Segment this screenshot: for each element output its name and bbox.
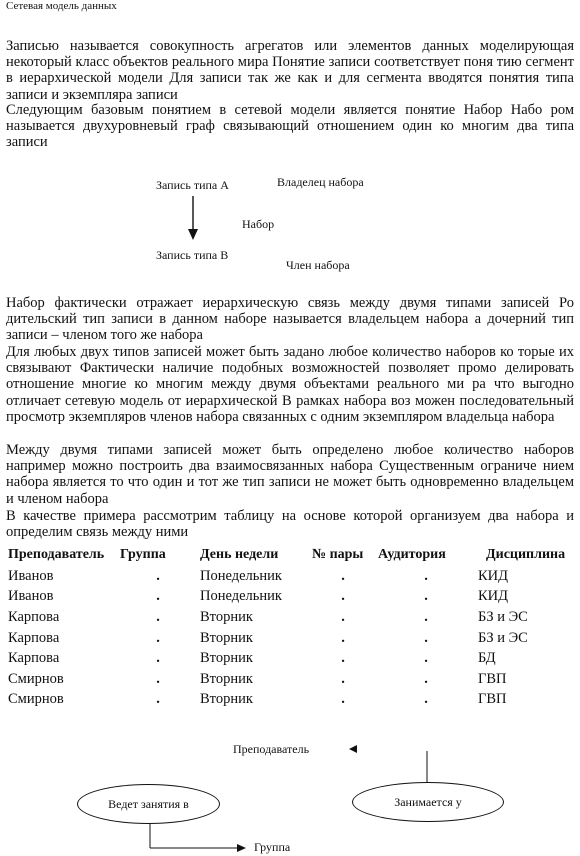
cell-group: . (156, 608, 160, 625)
cell-room: . (424, 691, 428, 708)
cell-day: Вторник (200, 670, 253, 687)
header-day: День недели (200, 547, 279, 562)
cell-room: . (424, 670, 428, 687)
paragraph-two-sets: Между двумя типами записей может быть определено любое количество наборов например можно построить два взаимосвязанных набора Существенным ограниче нием набора является то что один и тот же тип записи не может быть одновременно владельцем и членом набора (6, 442, 574, 507)
paragraph-set-meaning: Набор фактически отражает иерархическую связь между двумя типами записей Ро дительский тип записи в данном наборе называется владельцем набора а дочерний тип записи – членом того же набора (6, 295, 574, 344)
cell-subject: ГВП (478, 670, 507, 687)
cell-day: Вторник (200, 629, 253, 646)
record-b-label: Запись типа В (156, 248, 229, 262)
cell-subject: ГВП (478, 691, 507, 708)
set-label: Набор (242, 217, 275, 231)
cell-room: . (424, 629, 428, 646)
owner-label: Владелец набора (277, 175, 364, 189)
cell-pair: . (341, 691, 345, 708)
member-label: Член набора (286, 258, 350, 272)
cell-pair: . (341, 629, 345, 646)
cell-pair: . (341, 670, 345, 687)
cell-teacher: Карпова (8, 650, 60, 667)
cell-group: . (156, 629, 160, 646)
cell-day: Понедельник (200, 588, 282, 605)
cell-group: . (156, 691, 160, 708)
header-room: Аудитория (378, 547, 446, 562)
cell-pair: . (341, 588, 345, 605)
paragraph-record: Записью называется совокупность агрегатов или элементов данных моделирующая некоторый класс объектов реального мира Понятие записи соответствует поня тию сегмент в иерархической модели Для записи так же как и для сегмента вводятся понятия типа записи и экземпляра записи (6, 38, 574, 103)
page-title: Сетевая модель данных (6, 0, 117, 12)
cell-group: . (156, 650, 160, 667)
cell-group: . (156, 670, 160, 687)
header-teacher: Преподаватель (8, 547, 105, 562)
cell-teacher: Смирнов (8, 670, 64, 687)
group-label: Группа (254, 840, 291, 854)
cell-teacher: Иванов (8, 567, 54, 584)
cell-teacher: Карпова (8, 629, 60, 646)
teacher-label: Преподаватель (233, 742, 310, 756)
cell-group: . (156, 567, 160, 584)
cell-day: Понедельник (200, 567, 282, 584)
teacher-arrow-head (349, 745, 357, 753)
cell-pair: . (341, 608, 345, 625)
header-pair: № пары (312, 547, 364, 562)
cell-day: Вторник (200, 650, 253, 667)
cell-pair: . (341, 650, 345, 667)
cell-group: . (156, 588, 160, 605)
set-arrow-head (188, 229, 198, 240)
group-arrow-head (237, 844, 246, 852)
header-subject: Дисциплина (486, 547, 566, 562)
cell-subject: КИД (478, 588, 509, 605)
cell-teacher: Карпова (8, 608, 60, 625)
header-group: Группа (120, 547, 166, 562)
record-a-label: Запись типа А (156, 178, 229, 192)
paragraph-set: Следующим базовым понятием в сетевой модели является понятие Набор Набо ром называется двухуровневый граф связывающий отношением один ко многим два типа записи (6, 102, 574, 151)
cell-subject: БЗ и ЭС (478, 629, 528, 646)
cell-subject: БД (478, 650, 496, 667)
cell-teacher: Иванов (8, 588, 54, 605)
studies-label: Занимается у (394, 794, 462, 809)
paragraph-example: В качестве примера рассмотрим таблицу на основе которой организуем два набора и определим связь между ними (6, 508, 574, 541)
cell-day: Вторник (200, 608, 253, 625)
paragraph-many-sets: Для любых двух типов записей может быть задано любое количество наборов ко торые их связывают Фактически наличие подобных возможностей позволяет промо делировать отношение многие ко многим между двумя объектами реального ми ра что выгодно отличает сетевую модель от иерархической В рамках набора воз можен последовательный просмотр экземпляров членов набора связанных с одним экземпляром владельца набора (6, 344, 574, 425)
leads-label: Ведет занятия в (108, 796, 189, 811)
cell-day: Вторник (200, 691, 253, 708)
cell-room: . (424, 588, 428, 605)
cell-teacher: Смирнов (8, 691, 64, 708)
cell-room: . (424, 608, 428, 625)
cell-pair: . (341, 567, 345, 584)
cell-subject: БЗ и ЭС (478, 608, 528, 625)
cell-subject: КИД (478, 567, 509, 584)
cell-room: . (424, 650, 428, 667)
cell-room: . (424, 567, 428, 584)
